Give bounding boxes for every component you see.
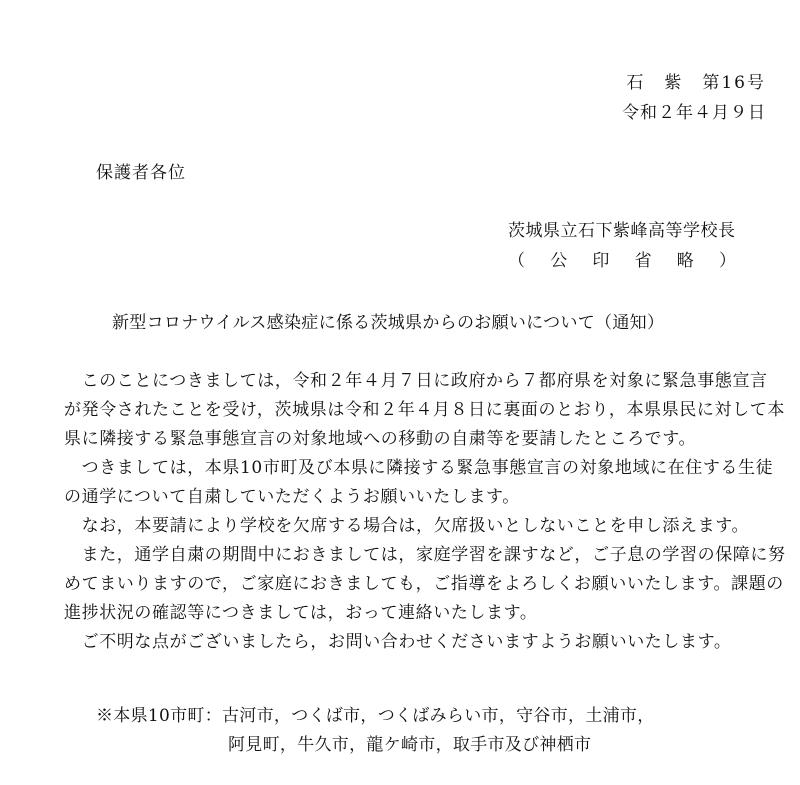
seal-char: ）	[718, 251, 736, 271]
seal-char: 省	[634, 251, 652, 271]
seal-char: 公	[550, 251, 568, 271]
body-line: つきましては，本県10市町及び本県に隣接する緊急事態宣言の対象地域に在住する生徒	[64, 458, 774, 478]
document-date: 令和２年４月９日	[622, 103, 766, 123]
footnote-municipalities-line1: ※本県10市町：古河市，つくば市，つくばみらい市，守谷市，土浦市，	[96, 706, 655, 726]
recipient: 保護者各位	[96, 163, 186, 183]
seal-char: 印	[592, 251, 610, 271]
body-line: このことにつきましては，令和２年４月７日に政府から７都府県を対象に緊急事態宣言	[64, 371, 768, 391]
seal-char: 略	[676, 251, 694, 271]
body-line: また，通学自粛の期間中におきましては，家庭学習を課すなど，ご子息の学習の保障に努	[64, 545, 786, 565]
seal-omitted-note	[508, 250, 736, 272]
seal-char: （	[508, 251, 525, 271]
body-line: めてまいりますので，ご家庭におきましても，ご指導をよろしくお願いいたします。課題の	[64, 574, 784, 594]
body-line: が発令されたことを受け，茨城県は令和２年４月８日に裏面のとおり，本県県民に対して本	[64, 400, 785, 420]
body-line: 進捗状況の確認等につきましては，おって連絡いたします。	[64, 603, 538, 623]
body-line: なお，本要請により学校を欠席する場合は，欠席扱いとしないことを申し添えます。	[64, 516, 750, 536]
footnote-municipalities-line2: 阿見町，牛久市，龍ケ崎市，取手市及び神栖市	[228, 735, 592, 755]
body-line: 県に隣接する緊急事態宣言の対象地域への移動の自粛等を要請したところです。	[64, 429, 697, 449]
subject-title: 新型コロナウイルス感染症に係る茨城県からのお願いについて（通知）	[112, 313, 665, 333]
body-line: ご不明な点がございましたら，お問い合わせくださいますようお願いいたします。	[64, 632, 732, 652]
sender-name: 茨城県立石下紫峰高等学校長	[508, 221, 736, 241]
body-line: の通学について自粛していただくようお願いいたします。	[64, 487, 520, 507]
document-number: 石 紫 第16号	[626, 73, 766, 93]
